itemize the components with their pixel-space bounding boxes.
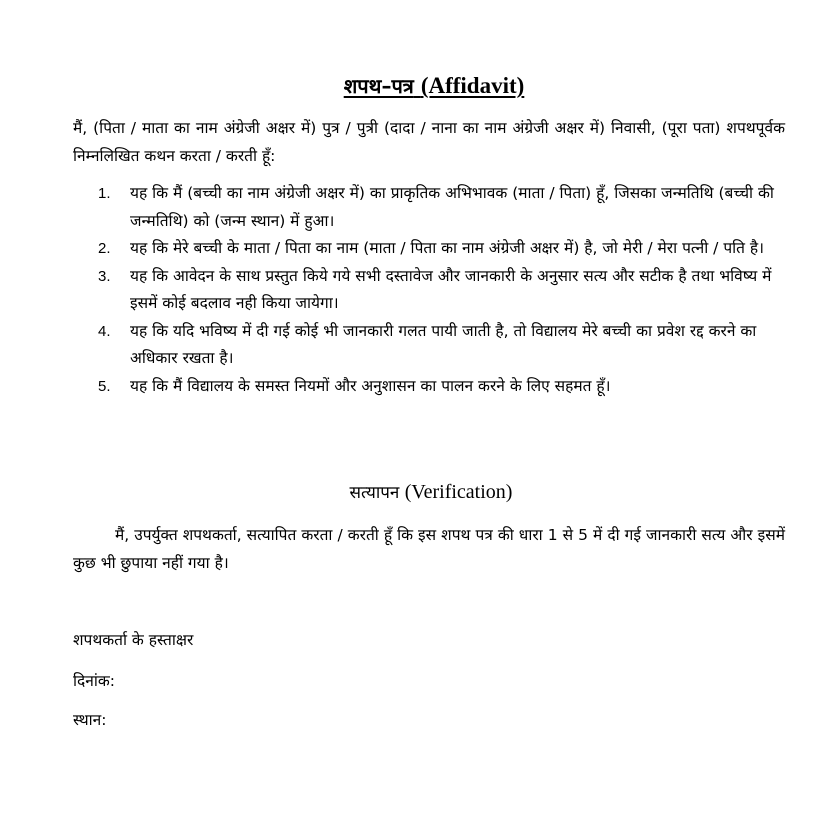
item-number: 3. xyxy=(98,267,111,285)
item-text: यह कि मैं (बच्ची का नाम अंग्रेजी अक्षर में) का प्राकृतिक अभिभावक (माता / पिता) हूँ, जिसका जन्मतिथि (बच्ची की जन्मतिथि) को (जन्म स्थान) में हुआ। xyxy=(130,184,774,230)
statements-list xyxy=(98,180,788,400)
intro-paragraph: मैं, (पिता / माता का नाम अंग्रेजी अक्षर में) पुत्र / पुत्री (दादा / नाना का नाम अंग्रेजी अक्षर में) निवासी, (पूरा पता) शपथपूर्वक निम्नलिखित कथन करता / करती हूँ: xyxy=(73,119,785,165)
date-label: दिनांक: xyxy=(73,672,115,690)
list-item xyxy=(98,318,788,373)
item-number: 4. xyxy=(98,322,111,340)
item-number: 1. xyxy=(98,185,111,202)
verification-heading xyxy=(0,480,838,504)
verification-heading-hindi: सत्यापन xyxy=(349,483,400,503)
item-text: यह कि आवेदन के साथ प्रस्तुत किये गये सभी दस्तावेज और जानकारी के अनुसार सत्य और सटीक है तथा भविष्य में इसमें कोई बदलाव नही किया जायेगा। xyxy=(130,266,772,312)
list-item xyxy=(98,180,788,235)
item-text: यह कि यदि भविष्य में दी गई कोई भी जानकारी गलत पायी जाती है, तो विद्यालय मेरे बच्ची का प्रवेश रद्द करने का अधिकार रखता है। xyxy=(130,321,757,367)
item-number: 5. xyxy=(98,377,111,395)
list-item xyxy=(98,235,788,263)
signature-label: शपथकर्ता के हस्ताक्षर xyxy=(73,631,194,649)
verification-paragraph: मैं, उपर्युक्त शपथकर्ता, सत्यापित करता / करती हूँ कि इस शपथ पत्र की धारा 1 से 5 में दी गई जानकारी सत्य और इसमें कुछ भी छुपाया नहीं गया है। xyxy=(73,526,785,572)
list-item xyxy=(98,263,788,318)
title-hindi: शपथ–पत्र xyxy=(343,74,414,98)
item-number: 2. xyxy=(98,240,111,257)
item-text: यह कि मेरे बच्ची के माता / पिता का नाम (माता / पिता का नाम अंग्रेजी अक्षर में) है, जो मेरी / मेरा पत्नी / पति है। xyxy=(130,239,765,257)
item-text: यह कि मैं विद्यालय के समस्त नियमों और अनुशासन का पालन करने के लिए सहमत हूँ। xyxy=(130,376,611,395)
title-english: (Affidavit) xyxy=(420,73,525,98)
verification-heading-english: (Verification) xyxy=(404,481,513,503)
list-item xyxy=(98,373,788,401)
place-label: स्थान: xyxy=(73,711,107,729)
document-title xyxy=(0,72,838,99)
